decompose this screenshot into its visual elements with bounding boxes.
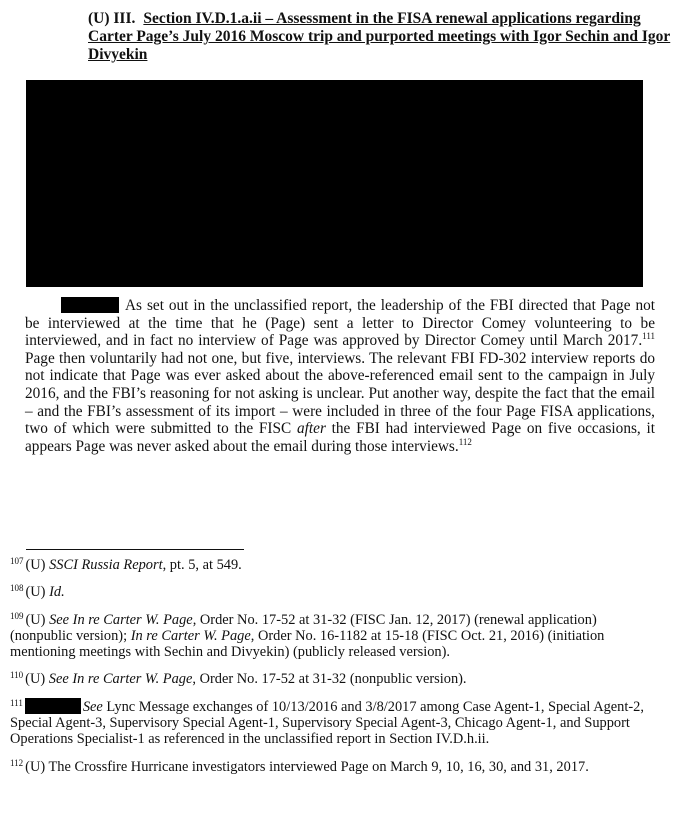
footnote-112 [10,755,650,775]
footnote-citation: See In re Carter W. Page [48,671,193,688]
footnote-109 [10,608,650,661]
footnote-108 [10,580,650,600]
footnote-citation: See In re Carter W. Page [49,611,193,628]
paragraph-text-2: Page then voluntarily had not one, but five, interviews. The relevant FBI FD-302 interview reports do not indicate that Page was ever asked about the above-referenced email sent to the campaign in July 2016, and the FBI’s reasoning for not asking is unclear. Put another way, despite the fact that the email – and the FBI’s assessment of its import – were included in three of the four Page FISA applications, two of which were submitted to the FISC [25,349,655,438]
footnote-107 [10,553,650,573]
inline-redaction [25,698,81,714]
footnote-number: 109 [10,610,24,621]
footnotes [10,553,650,782]
footnote-text: , Order No. 17-52 at 31-32 (nonpublic version). [192,671,467,688]
footnote-text: , pt. 5, at 549. [162,557,242,573]
footnote-number: 112 [10,757,24,768]
body-paragraph [25,297,655,455]
footnote-text: (U) [25,584,50,601]
emphasis-after: after [297,420,326,438]
footnote-ref-111[interactable]: 111 [642,331,655,342]
footnote-text: , Order No. 16-1182 at 15-18 (FISC Oct. 21, 2016) (initiation mentioning meetings with Sechin and Divyekin) (publicly released version). [10,627,605,661]
footnote-text: (U) The Crossfire Hurricane investigators interviewed Page on March 9, 10, 16, 30, and 31, 2017. [25,758,589,775]
section-heading [88,10,678,64]
section-label: (U) III. [88,10,136,27]
footnote-divider [26,549,244,550]
footnote-ref-112[interactable]: 112 [458,436,472,447]
section-title: Section IV.D.1.a.ii – Assessment in the FISA renewal applications regarding Carter Page’s July 2016 Moscow trip and purported meetings with Igor Sechin and Igor Divyekin [88,10,671,63]
footnote-number: 111 [10,697,23,708]
footnote-number: 108 [10,583,24,594]
footnote-text: , Order No. 17-52 at 31-32 (FISC Jan. 12, 2017) (renewal application) (nonpublic version); [10,611,597,644]
footnote-citation: SSCI Russia Report [49,557,163,573]
footnote-text: (U) [25,611,50,628]
inline-redaction [61,297,119,313]
footnote-111 [10,695,650,748]
footnote-text: (U) [25,671,49,688]
footnote-number: 107 [10,556,24,566]
redaction-block [26,80,643,287]
footnote-citation: In re Carter W. Page [130,627,251,644]
footnote-citation: See [82,698,103,715]
footnote-text: Lync Message exchanges of 10/13/2016 and 3/8/2017 among Case Agent-1, Special Agent-2, Special Agent-3, Supervisory Special Agent-1, Supervisory Special Agent-3, Chicago Agent-1, and Support Operations Specialist-1 as referenced in the unclassified report in Section IV.D.h.ii. [10,698,644,748]
paragraph-text-3: the FBI had interviewed Page on five occasions, it appears Page was never asked about the email during those interviews. [25,420,656,455]
paragraph-text-1: As set out in the unclassified report, the leadership of the FBI directed that Page not be interviewed at the time that he (Page) sent a letter to Director Comey volunteering to be interviewed, and in fact no interview of Page was approved by Director Comey until March 2017. [25,297,655,350]
footnote-text: (U) [25,557,50,573]
footnote-number: 110 [10,670,24,681]
footnote-110 [10,667,650,687]
footnote-citation: Id. [49,584,65,601]
